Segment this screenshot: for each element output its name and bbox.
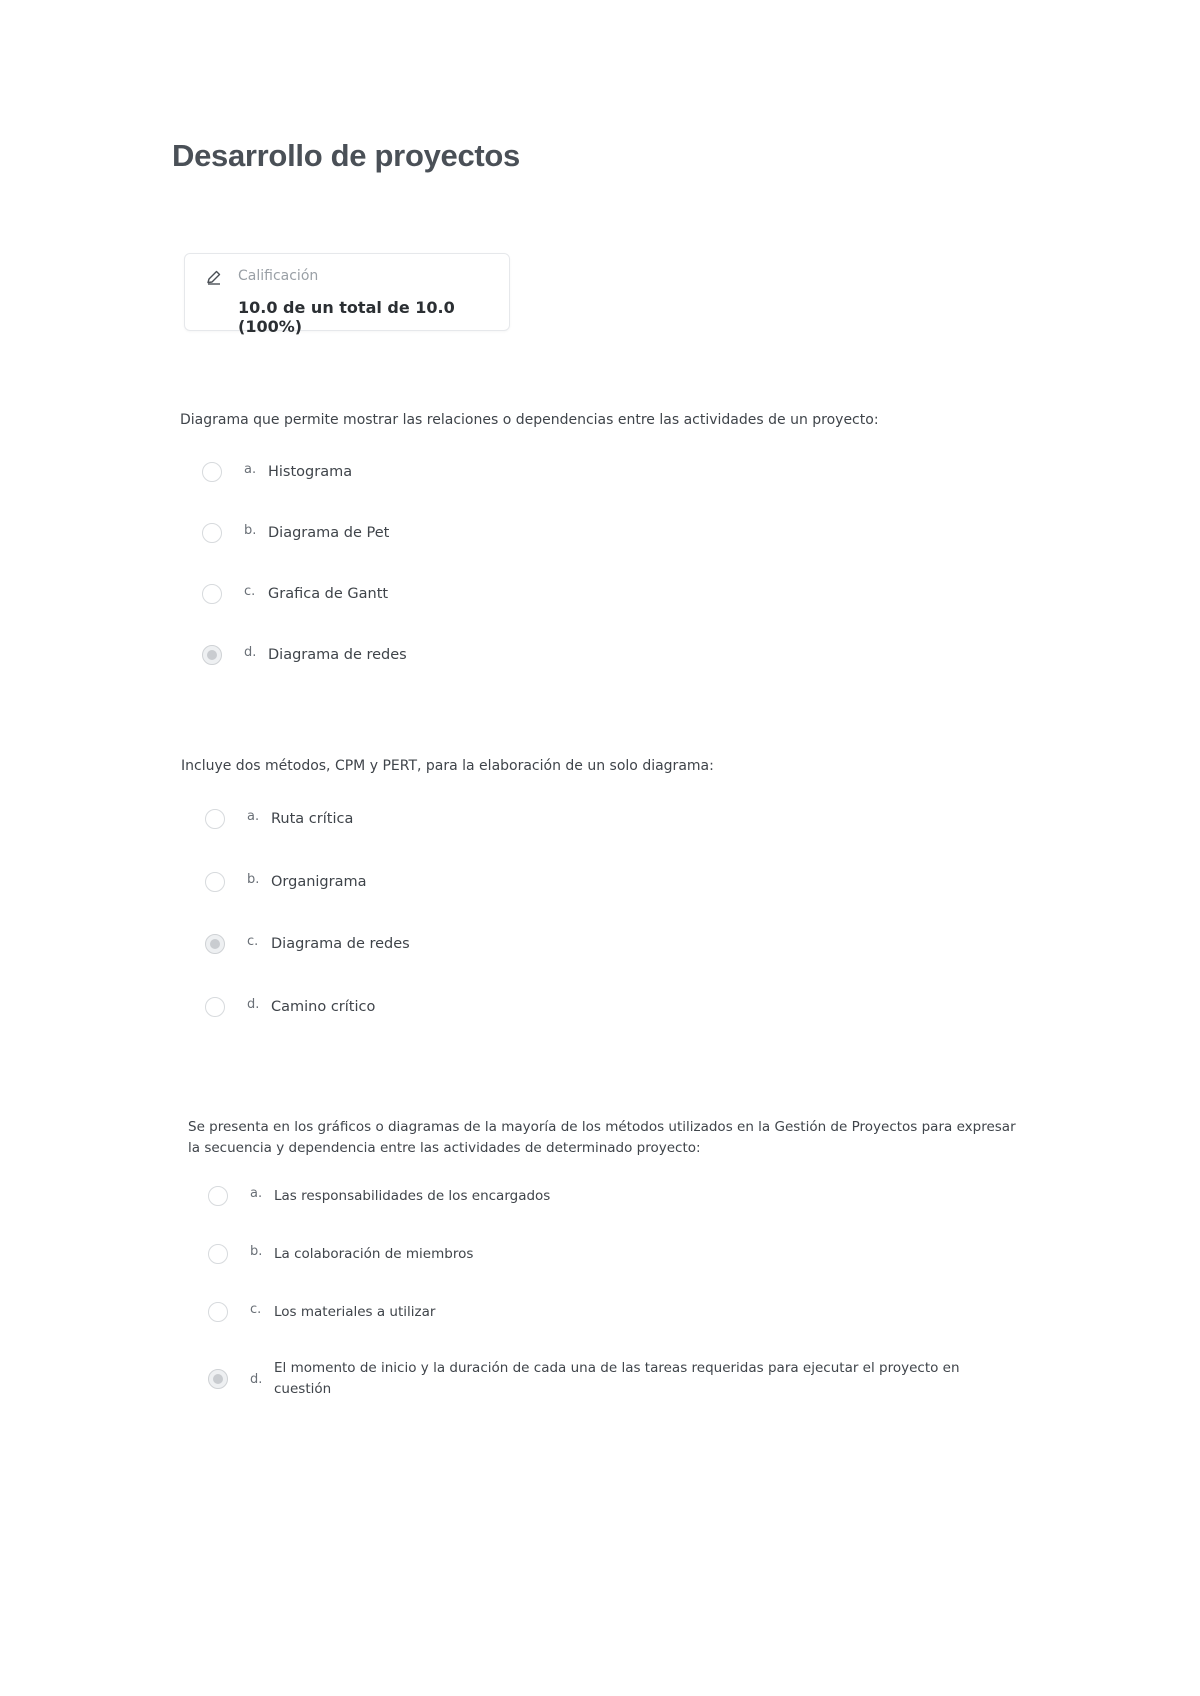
question-1 — [180, 410, 1080, 663]
question-text: Se presenta en los gráficos o diagramas de la mayoría de los métodos utilizados en la Gestión de Proyectos para expresar la secuencia y dependencia entre las actividades de determinado proyecto: — [188, 1119, 1016, 1156]
option-a[interactable] — [202, 462, 352, 483]
radio-button[interactable] — [208, 1302, 228, 1322]
radio-button[interactable] — [202, 462, 222, 482]
question-2 — [181, 756, 1081, 1015]
option-text: La colaboración de miembros — [274, 1246, 474, 1262]
option-letter: b. — [250, 1244, 263, 1259]
radio-button[interactable] — [205, 997, 225, 1017]
option-letter: b. — [244, 523, 257, 538]
radio-button[interactable] — [202, 584, 222, 604]
option-d[interactable] — [202, 645, 407, 666]
radio-button-selected[interactable] — [205, 934, 225, 954]
option-c[interactable] — [208, 1302, 435, 1323]
question-text: Diagrama que permite mostrar las relaciones o dependencias entre las actividades de un proyecto: — [180, 412, 879, 428]
option-letter: a. — [244, 462, 257, 477]
option-c[interactable] — [205, 934, 410, 955]
option-text: Diagrama de redes — [271, 936, 410, 952]
option-letter: c. — [244, 584, 256, 599]
radio-button-selected[interactable] — [202, 645, 222, 665]
option-letter: c. — [250, 1302, 262, 1317]
option-text: Las responsabilidades de los encargados — [274, 1188, 551, 1204]
option-letter: a. — [250, 1186, 263, 1201]
grade-value: 10.0 de un total de 10.0 (100%) — [238, 298, 455, 336]
option-letter: a. — [247, 809, 260, 824]
radio-button[interactable] — [205, 809, 225, 829]
option-letter: c. — [247, 934, 259, 949]
radio-button[interactable] — [205, 872, 225, 892]
option-text: Grafica de Gantt — [268, 586, 389, 602]
option-letter: d. — [244, 645, 257, 660]
option-letter: d. — [250, 1371, 263, 1387]
option-letter: d. — [247, 997, 260, 1012]
option-text: Ruta crítica — [271, 811, 354, 827]
option-b[interactable] — [205, 872, 367, 893]
question-text: Incluye dos métodos, CPM y PERT, para la elaboración de un solo diagrama: — [181, 758, 714, 774]
option-a[interactable] — [208, 1186, 550, 1207]
radio-button[interactable] — [202, 523, 222, 543]
option-d[interactable] — [205, 997, 375, 1018]
option-a[interactable] — [205, 809, 353, 830]
radio-button[interactable] — [208, 1186, 228, 1206]
option-text: Diagrama de redes — [268, 647, 407, 663]
option-b[interactable] — [202, 523, 389, 544]
grade-label: Calificación — [238, 268, 319, 284]
option-text: El momento de inicio y la duración de cada una de las tareas requeridas para ejecutar el proyecto en cuestión — [274, 1360, 960, 1397]
option-text: Diagrama de Pet — [268, 525, 390, 541]
option-b[interactable] — [208, 1244, 473, 1265]
option-text: Histograma — [268, 464, 353, 480]
pencil-icon — [205, 268, 223, 286]
option-text: Camino crítico — [271, 999, 376, 1015]
question-3 — [188, 1117, 1028, 1397]
option-d[interactable] — [208, 1358, 968, 1400]
radio-button-selected[interactable] — [208, 1369, 228, 1389]
option-c[interactable] — [202, 584, 388, 605]
page-title: Desarrollo de proyectos — [172, 138, 520, 173]
option-letter: b. — [247, 872, 260, 887]
radio-button[interactable] — [208, 1244, 228, 1264]
option-text: Los materiales a utilizar — [274, 1304, 436, 1320]
option-text: Organigrama — [271, 874, 367, 890]
grade-card — [184, 253, 510, 336]
